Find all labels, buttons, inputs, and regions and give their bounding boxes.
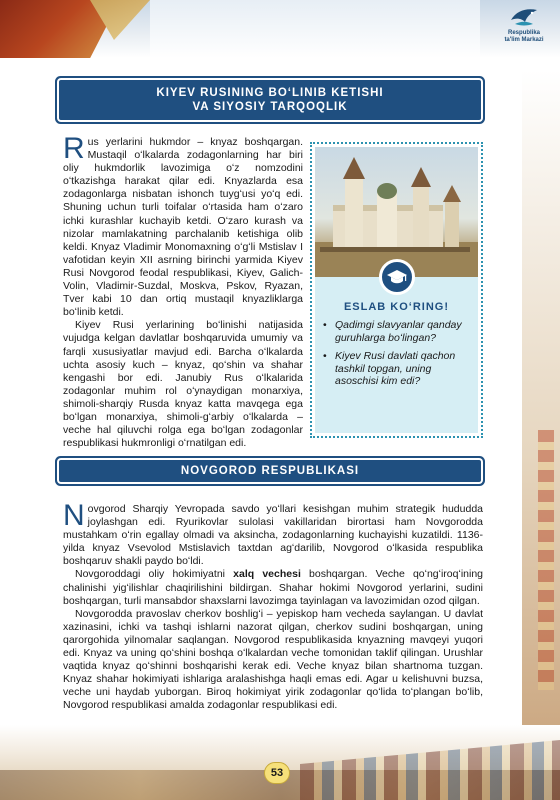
reminder-title: ESLAB KOʻRING! bbox=[343, 301, 450, 313]
dropcap-letter: N bbox=[63, 499, 85, 532]
paragraph-text: Novgoroddagi oliy hokimiyatni bbox=[75, 568, 234, 581]
top-decorative-painting bbox=[0, 0, 560, 58]
list-item: • Qadimgi slavyanlar qanday guruhlarga boʻlingan? bbox=[323, 319, 473, 344]
kremlin-illustration bbox=[315, 147, 478, 277]
ornament-stripe bbox=[538, 430, 554, 690]
bold-term: xalq vechesi bbox=[233, 568, 301, 581]
graduation-cap-icon bbox=[386, 268, 408, 286]
section-title-kiyev bbox=[59, 80, 481, 120]
dropcap-letter: R bbox=[63, 132, 85, 165]
logo-line-2: ta'lim Markazi bbox=[504, 37, 544, 43]
section-title-text: NOVGOROD RESPUBLIKASI bbox=[180, 465, 360, 477]
sky-painting bbox=[150, 0, 480, 58]
section-title-line-1: KIYEV RUSINING BOʻLINIB KETISHI bbox=[156, 87, 384, 99]
publisher-logo bbox=[494, 4, 554, 58]
section2-body bbox=[63, 499, 483, 713]
list-item: • Kiyev Rusi davlati qachon tashkil topgan, uning asoschisi kim edi? bbox=[323, 350, 473, 388]
paragraph-text: us yerlarini hukmdor – knyaz boshqargan. Mustaqil oʻlkalarda zodagonlarning har biri oliy hukmdorlik lavozimiga oʻz nomzodini oʻtkazishga harakat qilar edi. Knyazlarda esa zodagonlarga nisbatan ishonch tuygʻusi yoʻq edi. Shuning uchun turli toifalar oʻrtasida ham oʻzaro ichki kurashlar kuchayib ketdi. Oʻzaro kurash va nizolar mamlakatning parchalanib ketishiga olib keldi. Knyaz Vladimir Monomaxning oʻgʻli Mstislav I vafotidan keyin XII asrning birinchi yarmida Kiyev Rusi Novgorod feodal respublikasi, Kiyev, Galich-Volin, Vladimir-Suzdal, Moskva, Pskov, Ryazan, Tver kabi 10 dan ortiq mustaqil knyazliklarga boʻlinib ketdi. bbox=[63, 136, 303, 319]
bird-logo-icon bbox=[509, 4, 539, 30]
kremlin-painting bbox=[315, 147, 478, 277]
section1-paragraph-1 bbox=[63, 132, 303, 319]
section-title-novgorod bbox=[59, 460, 481, 482]
page-number: 53 bbox=[264, 762, 290, 784]
section1-body bbox=[63, 132, 303, 450]
section2-paragraph-3: Novgorodda pravoslav cherkov boshligʻi – yepiskop ham vecheda saylangan. U davlat xazinasini, ichki va tashqi ishlarni nazorat qilgan, cherkov sudini boshqargan, uning qarorgohida yilnomalar saqlangan. Novgorod respublikasida knyazning mavqeyi yuqori edi. Knyaz va uning qoʻshini boshqa oʻlkalardan veche tomonidan taklif qilingan. Urushlar vaqtida knyaz qoʻshinni boshqarishi kerak edi. Veche knyaz bilan shartnoma tuzgan. Knyaz shahar hokimiyati ishlariga aralashishga haqli emas edi. Agar u kelishuvni buzsa, veche uni haydab yuborgan. Biroq hokimiyat yirik zodagonlar qoʻlida toʻplangan boʻlib, Novgorod respublikasi amalda zodagonlar respublikasi edi. bbox=[63, 607, 483, 712]
crowd-painting bbox=[300, 740, 560, 800]
paragraph-text: ovgorod Sharqiy Yevropada savdo yoʻllari kesishgan muhim strategik hududda joylashgan edi. Ryurikovlar sulolasi vakillaridan birortasi ham Novgorodda mustahkam oʻrin egallay olmadi va aksincha, zodagonlarning kuchayishi kuzatildi. 1136-yilda knyaz Vsevolod Mstislavich taxtdan agʻdarilib, Novgorod oʻlkasida respublika boshqaruv shakli paydo boʻldi. bbox=[63, 503, 483, 568]
reminder-questions bbox=[323, 319, 473, 394]
section2-paragraph-2 bbox=[63, 568, 483, 607]
section-title-line-2: VA SIYOSIY TARQOQLIK bbox=[192, 101, 348, 113]
section2-paragraph-1 bbox=[63, 499, 483, 568]
paragraph-text: boshqargan. Veche qoʻngʻiroqʻining chalinishi yigʻilishlar chaqirilishini bildirgan. Shahar hokimi Novgorod yerlarini, sudini boshqargan, turli mansabdor shaxslarni lavozimga tayinlagan va lavozimidan ozod qilgan. bbox=[63, 568, 483, 607]
section1-paragraph-2: Kiyev Rusi yerlarining boʻlinishi natijasida vujudga kelgan davlatlar boshqaruvida umumiy va farqli xususiyatlar mavjud edi. Barcha oʻlkalarda uchta asosiy kuch – knyaz, qoʻshin va shahar kengashi bor edi. Janubiy Rus oʻlkalarida zodagonlar muhim rol oʻynaydigan monarxiya, shimoli-sharqiy Rusda knyaz katta mavqega ega boʻlgan monarxiya, shimoli-gʻarbiy oʻlkalarda – veche hal qiluvchi rolga ega boʻlgan zodagonlar respublikasi hukmronligi oʻrnatilgan edi. bbox=[63, 319, 303, 450]
reminder-box-inner bbox=[315, 147, 478, 433]
reminder-box bbox=[310, 142, 483, 438]
right-decorative-painting bbox=[522, 70, 560, 770]
graduation-cap-badge bbox=[379, 259, 415, 295]
logo-line-1: Respublika bbox=[507, 30, 540, 36]
